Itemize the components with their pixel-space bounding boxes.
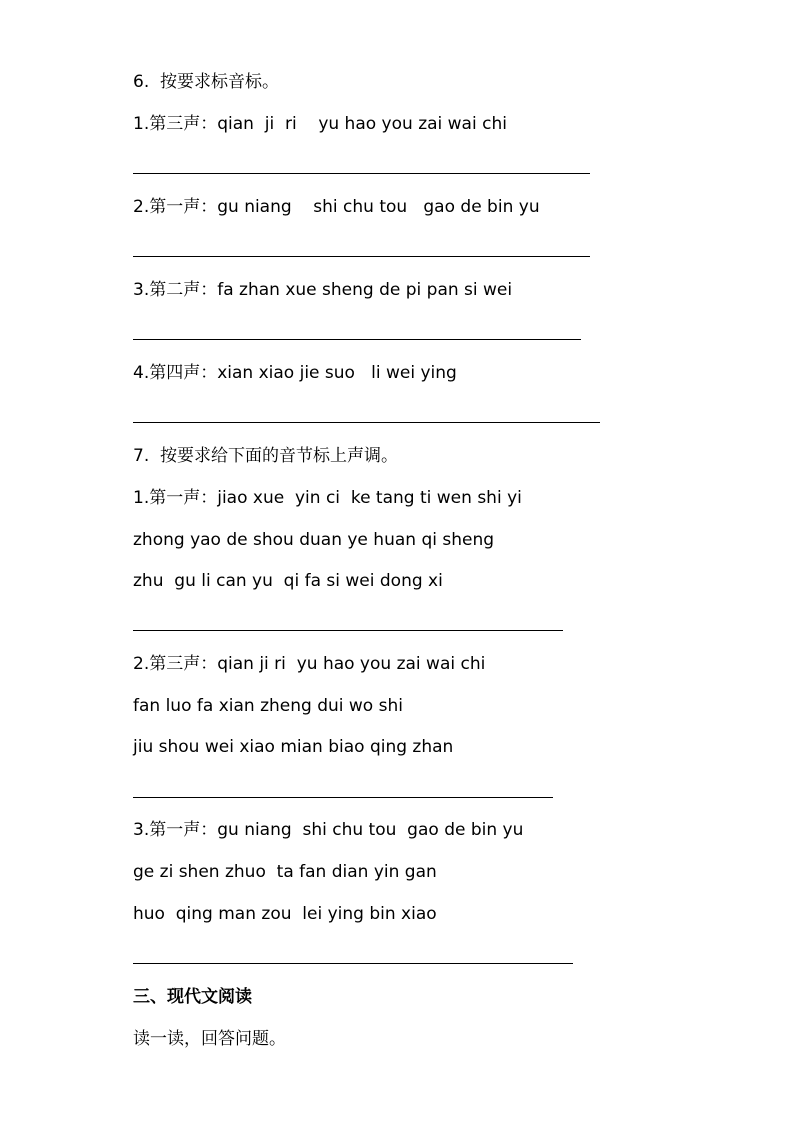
answer-blank[interactable]: [133, 630, 563, 631]
q7-group-1-line-2: zhong yao de shou duan ye huan qi sheng: [133, 530, 495, 550]
q7-group-3-line-1: 3.第一声：gu niang shi chu tou gao de bin yu: [133, 820, 524, 840]
q7-group-2-line-2: fan luo fa xian zheng dui wo shi: [133, 696, 403, 716]
answer-blank[interactable]: [133, 422, 600, 423]
answer-blank[interactable]: [133, 173, 590, 174]
q6-title: 6. 按要求标音标。: [133, 72, 280, 92]
answer-blank[interactable]: [133, 797, 553, 798]
answer-blank[interactable]: [133, 256, 590, 257]
q7-group-2-line-3: jiu shou wei xiao mian biao qing zhan: [133, 737, 454, 757]
q7-title: 7. 按要求给下面的音节标上声调。: [133, 446, 399, 466]
q7-group-1-line-1: 1.第一声：jiao xue yin ci ke tang ti wen shi yi: [133, 488, 522, 508]
q6-item-2: 2.第一声：gu niang shi chu tou gao de bin yu: [133, 197, 540, 217]
q7-group-1-line-3: zhu gu li can yu qi fa si wei dong xi: [133, 571, 443, 591]
answer-blank[interactable]: [133, 339, 581, 340]
q7-group-3-line-3: huo qing man zou lei ying bin xiao: [133, 904, 437, 924]
q6-item-3: 3.第二声：fa zhan xue sheng de pi pan si wei: [133, 280, 513, 300]
q7-group-3-line-2: ge zi shen zhuo ta fan dian yin gan: [133, 862, 437, 882]
reading-instruction: 读一读，回答问题。: [133, 1029, 286, 1049]
q6-item-4: 4.第四声：xian xiao jie suo li wei ying: [133, 363, 457, 383]
q7-group-2-line-1: 2.第三声：qian ji ri yu hao you zai wai chi: [133, 654, 486, 674]
section-heading: 三、现代文阅读: [133, 987, 252, 1007]
answer-blank[interactable]: [133, 963, 573, 964]
q6-item-1: 1.第三声：qian ji ri yu hao you zai wai chi: [133, 114, 507, 134]
